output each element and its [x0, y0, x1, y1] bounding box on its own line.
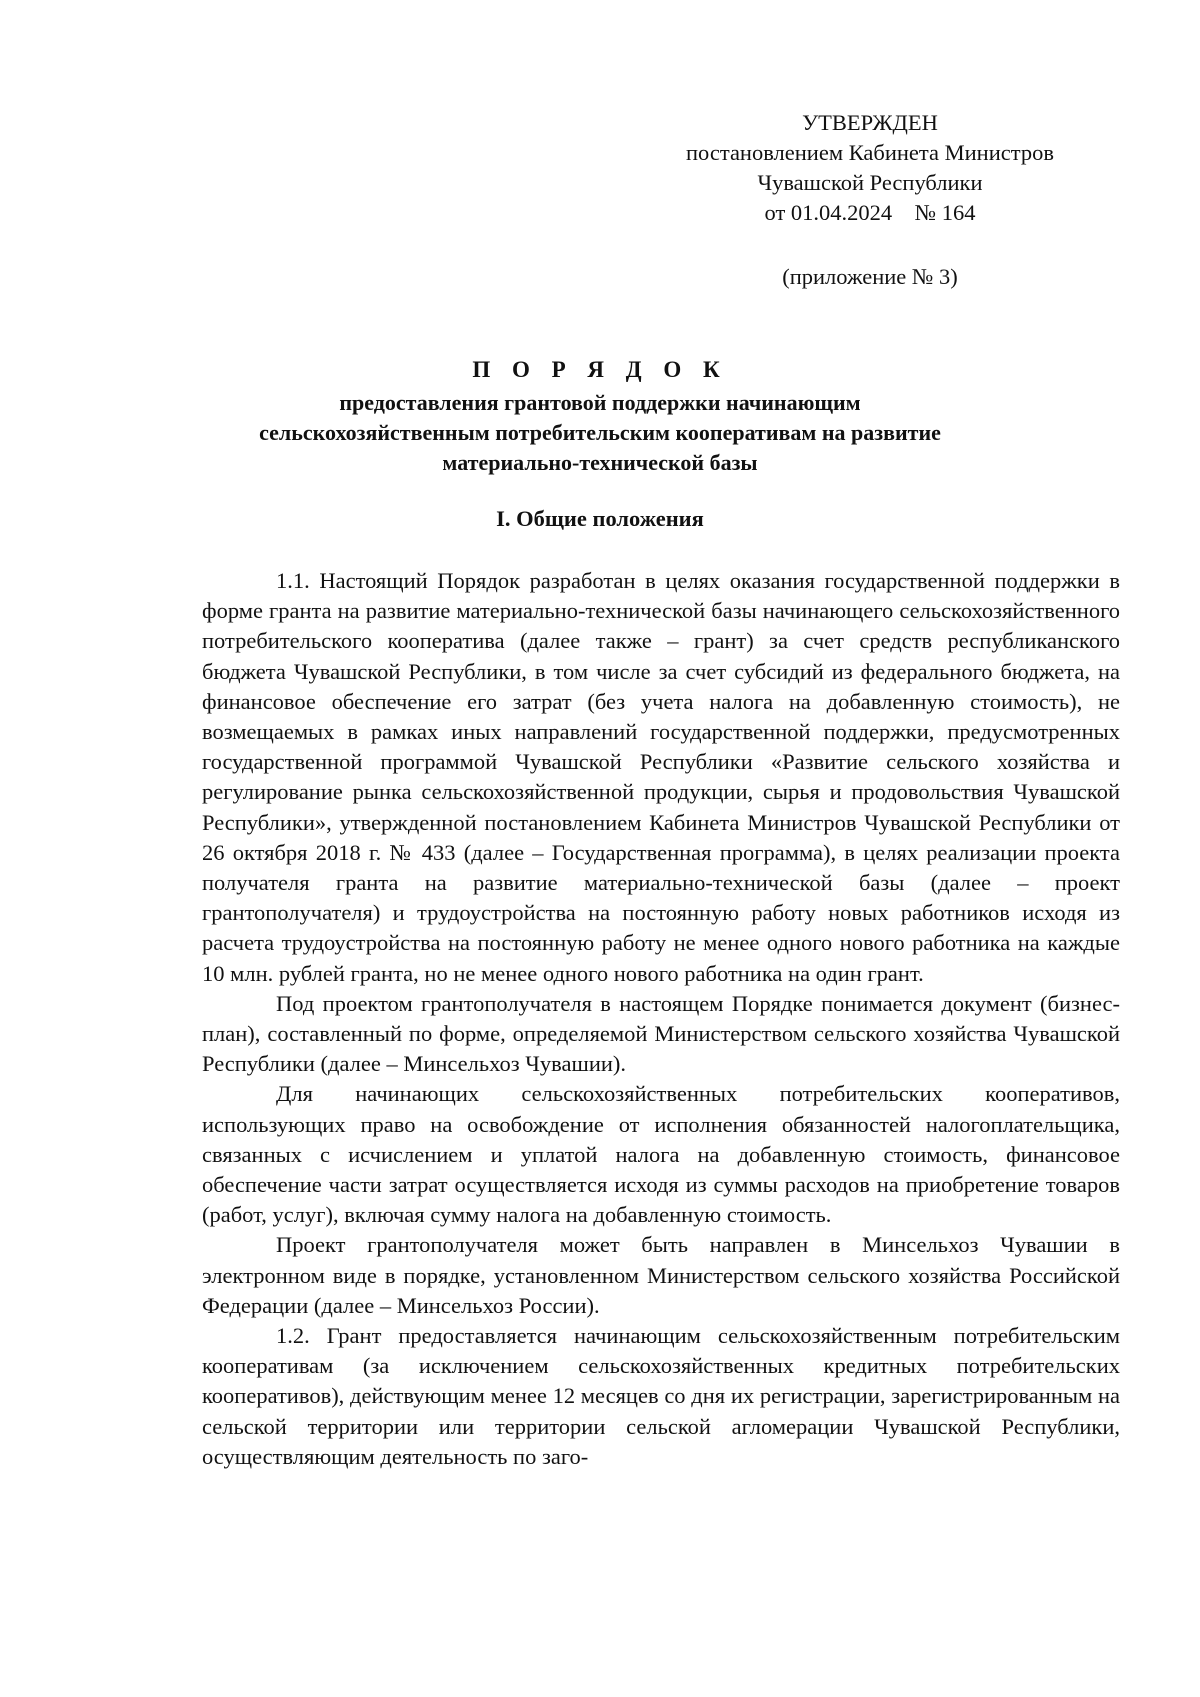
title-main: П О Р Я Д О К: [472, 357, 728, 382]
document-body: [202, 566, 1120, 1472]
approval-authority: постановлением Кабинета Министров: [686, 140, 1054, 165]
paragraph: 1.1. Настоящий Порядок разработан в целях оказания государственной поддержки в форме гранта на развитие материально-технической базы начинающего сельскохозяйственного потребительского кооператива (далее также – грант) за счет средств республиканского бюджета Чувашской Республики, в том числе за счет субсидий из федерального бюджета, на финансовое обеспечение его затрат (без учета налога на добавленную стоимость), не возмещаемых в рамках иных направлений государственной поддержки, предусмотренных государственной программой Чувашской Республики «Развитие сельского хозяйства и регулирование рынка сельскохозяйственной продукции, сырья и продовольствия Чувашской Республики», утвержденной постановлением Кабинета Министров Чувашской Республики от 26 октября 2018 г. № 433 (далее – Государственная программа), в целях реализации проекта получателя гранта на развитие материально-технической базы (далее – проект грантополучателя) и трудоустройства на постоянную работу новых работников исходя из расчета трудоустройства на постоянную работу не менее одного нового работника на каждые 10 млн. рублей гранта, но не менее одного нового работника на один грант.: [202, 568, 1120, 986]
title-subtitle-line: предоставления грантовой поддержки начинающим: [339, 390, 861, 415]
approval-stamp: [620, 108, 1120, 228]
title-subtitle-line: сельскохозяйственным потребительским кооперативам на развитие: [259, 420, 941, 445]
approval-heading: УТВЕРЖДЕН: [802, 110, 938, 135]
paragraph: Проект грантополучателя может быть направлен в Минсельхоз Чувашии в электронном виде в порядке, установленном Министерством сельского хозяйства Российской Федерации (далее – Минсельхоз России).: [202, 1232, 1120, 1318]
title-subtitle-line: материально-технической базы: [442, 450, 758, 475]
paragraph: Для начинающих сельскохозяйственных потребительских кооперативов, использующих право на освобождение от исполнения обязанностей налогоплательщика, связанных с исчислением и уплатой налога на добавленную стоимость, финансовое обеспечение части затрат осуществляется исходя из суммы расходов на приобретение товаров (работ, услуг), включая сумму налога на добавленную стоимость.: [202, 1081, 1120, 1228]
paragraph: Под проектом грантополучателя в настоящем Порядке понимается документ (бизнес-план), составленный по форме, определяемой Министерством сельского хозяйства Чувашской Республики (далее – Минсельхоз Чувашии).: [202, 990, 1120, 1077]
approval-republic: Чувашской Республики: [757, 170, 983, 195]
section-heading: I. Общие положения: [496, 506, 704, 531]
appendix-label: (приложение № 3): [782, 264, 958, 289]
paragraph: 1.2. Грант предоставляется начинающим сельскохозяйственным потребительским кооперативам (за исключением сельскохозяйственных кредитных потребительских кооперативов), действующим менее 12 месяцев со дня их регистрации, зарегистрированным на сельской территории или территории сельской агломерации Чувашской Республики, осуществляющим деятельность по заго-: [202, 1323, 1120, 1469]
document-title: [110, 352, 1090, 478]
approval-date-number: от 01.04.2024 № 164: [764, 200, 976, 225]
